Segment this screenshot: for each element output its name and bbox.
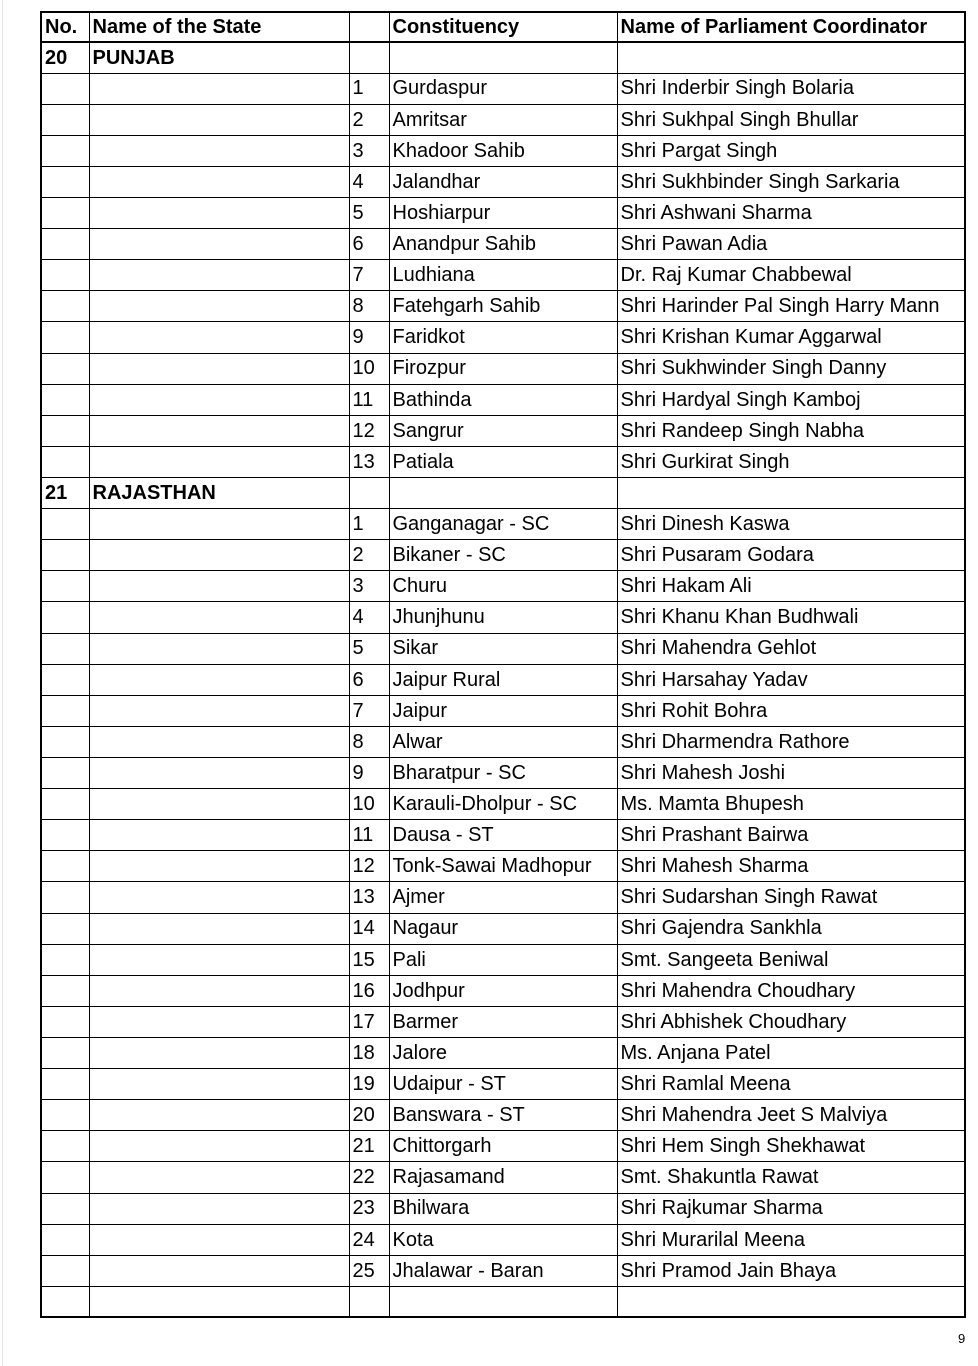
serial-number: 6 (349, 229, 389, 260)
serial-number: 12 (349, 851, 389, 882)
coordinator-name: Shri Krishan Kumar Aggarwal (617, 322, 965, 353)
coordinator-name: Shri Hem Singh Shekhawat (617, 1131, 965, 1162)
constituency-name: Bhilwara (389, 1193, 617, 1224)
constituency-row (41, 1038, 965, 1069)
coordinator-name: Shri Ashwani Sharma (617, 198, 965, 229)
empty-cell (349, 1286, 389, 1317)
blank-row (41, 1286, 965, 1317)
empty-cell (41, 1224, 89, 1255)
constituency-row (41, 291, 965, 322)
coordinator-name: Shri Abhishek Choudhary (617, 1006, 965, 1037)
constituency-row (41, 602, 965, 633)
serial-number: 16 (349, 975, 389, 1006)
serial-number: 11 (349, 384, 389, 415)
page-number: 9 (958, 1331, 966, 1346)
constituency-row (41, 851, 965, 882)
constituency-row (41, 913, 965, 944)
empty-cell (89, 1006, 349, 1037)
serial-number: 8 (349, 726, 389, 757)
empty-cell (89, 571, 349, 602)
blank-row-group (41, 1286, 965, 1317)
serial-number: 17 (349, 1006, 389, 1037)
empty-cell (41, 104, 89, 135)
constituency-row (41, 1255, 965, 1286)
empty-cell (41, 1069, 89, 1100)
empty-cell (89, 975, 349, 1006)
serial-number: 5 (349, 198, 389, 229)
constituency-name: Tonk-Sawai Madhopur (389, 851, 617, 882)
state-row (41, 478, 965, 509)
coordinator-name: Shri Gajendra Sankhla (617, 913, 965, 944)
constituency-name: Alwar (389, 726, 617, 757)
empty-cell (41, 913, 89, 944)
empty-cell (41, 789, 89, 820)
empty-cell (41, 1193, 89, 1224)
constituency-row (41, 664, 965, 695)
coordinator-name: Shri Murarilal Meena (617, 1224, 965, 1255)
empty-cell (89, 446, 349, 477)
coordinator-name: Shri Sudarshan Singh Rawat (617, 882, 965, 913)
coordinator-name: Shri Pramod Jain Bhaya (617, 1255, 965, 1286)
empty-cell (41, 1255, 89, 1286)
serial-number: 11 (349, 820, 389, 851)
coordinator-name: Shri Dharmendra Rathore (617, 726, 965, 757)
constituency-row (41, 1131, 965, 1162)
empty-cell (41, 322, 89, 353)
coordinator-name: Shri Sukhbinder Singh Sarkaria (617, 166, 965, 197)
empty-cell (41, 1131, 89, 1162)
serial-number: 23 (349, 1193, 389, 1224)
empty-cell (89, 1038, 349, 1069)
serial-number: 1 (349, 73, 389, 104)
empty-cell (89, 820, 349, 851)
serial-number: 22 (349, 1162, 389, 1193)
serial-number: 4 (349, 166, 389, 197)
serial-number: 19 (349, 1069, 389, 1100)
coordinator-name: Shri Mahendra Jeet S Malviya (617, 1100, 965, 1131)
constituency-row (41, 446, 965, 477)
empty-cell (41, 882, 89, 913)
coordinator-name: Shri Harinder Pal Singh Harry Mann (617, 291, 965, 322)
empty-cell (617, 1286, 965, 1317)
constituency-name: Jhunjhunu (389, 602, 617, 633)
constituency-row (41, 415, 965, 446)
constituency-name: Ludhiana (389, 260, 617, 291)
serial-number: 18 (349, 1038, 389, 1069)
serial-number: 4 (349, 602, 389, 633)
empty-cell (89, 229, 349, 260)
empty-cell (89, 758, 349, 789)
coordinator-name: Shri Hardyal Singh Kamboj (617, 384, 965, 415)
empty-cell (41, 1286, 89, 1317)
empty-cell (41, 664, 89, 695)
empty-cell (617, 42, 965, 73)
empty-cell (89, 695, 349, 726)
constituency-row (41, 726, 965, 757)
constituency-row (41, 198, 965, 229)
serial-number: 13 (349, 446, 389, 477)
constituency-name: Jhalawar - Baran (389, 1255, 617, 1286)
empty-cell (41, 509, 89, 540)
empty-cell (41, 695, 89, 726)
empty-cell (89, 1131, 349, 1162)
empty-cell (41, 1162, 89, 1193)
constituency-row (41, 353, 965, 384)
empty-cell (41, 384, 89, 415)
constituency-name: Khadoor Sahib (389, 135, 617, 166)
constituency-name: Pali (389, 944, 617, 975)
constituency-name: Jaipur Rural (389, 664, 617, 695)
constituency-name: Nagaur (389, 913, 617, 944)
empty-cell (89, 851, 349, 882)
serial-number: 9 (349, 758, 389, 789)
empty-cell (41, 291, 89, 322)
constituency-row (41, 975, 965, 1006)
empty-cell (41, 975, 89, 1006)
constituency-name: Karauli-Dholpur - SC (389, 789, 617, 820)
empty-cell (41, 260, 89, 291)
coordinator-name: Shri Ramlal Meena (617, 1069, 965, 1100)
empty-cell (89, 726, 349, 757)
constituency-name: Jalandhar (389, 166, 617, 197)
header-row (41, 12, 965, 42)
empty-cell (89, 1193, 349, 1224)
empty-cell (41, 73, 89, 104)
serial-number: 13 (349, 882, 389, 913)
serial-number: 7 (349, 260, 389, 291)
empty-cell (41, 446, 89, 477)
constituency-row (41, 135, 965, 166)
constituency-row (41, 229, 965, 260)
empty-cell (41, 1100, 89, 1131)
empty-cell (89, 166, 349, 197)
serial-number: 20 (349, 1100, 389, 1131)
constituency-name: Jaipur (389, 695, 617, 726)
header-serial-blank (349, 12, 389, 42)
coordinator-name: Smt. Shakuntla Rawat (617, 1162, 965, 1193)
constituency-row (41, 166, 965, 197)
serial-number: 24 (349, 1224, 389, 1255)
serial-number: 2 (349, 540, 389, 571)
page-edge-line (2, 0, 3, 1366)
header-state: Name of the State (89, 12, 349, 42)
coordinator-name: Shri Prashant Bairwa (617, 820, 965, 851)
constituency-name: Jodhpur (389, 975, 617, 1006)
coordinator-name: Smt. Sangeeta Beniwal (617, 944, 965, 975)
empty-cell (41, 540, 89, 571)
coordinator-name: Shri Khanu Khan Budhwali (617, 602, 965, 633)
serial-number: 2 (349, 104, 389, 135)
coordinator-name: Ms. Anjana Patel (617, 1038, 965, 1069)
empty-cell (389, 42, 617, 73)
serial-number: 10 (349, 353, 389, 384)
empty-cell (41, 1038, 89, 1069)
coordinator-name: Shri Mahendra Gehlot (617, 633, 965, 664)
empty-cell (89, 135, 349, 166)
constituency-name: Kota (389, 1224, 617, 1255)
empty-cell (89, 789, 349, 820)
empty-cell (41, 571, 89, 602)
constituency-row (41, 1069, 965, 1100)
empty-cell (41, 820, 89, 851)
empty-cell (41, 633, 89, 664)
empty-cell (41, 135, 89, 166)
serial-number: 5 (349, 633, 389, 664)
empty-cell (41, 758, 89, 789)
constituency-row (41, 944, 965, 975)
coordinator-name: Shri Harsahay Yadav (617, 664, 965, 695)
constituency-name: Gurdaspur (389, 73, 617, 104)
empty-cell (89, 633, 349, 664)
constituency-name: Fatehgarh Sahib (389, 291, 617, 322)
serial-number: 15 (349, 944, 389, 975)
constituency-row (41, 104, 965, 135)
empty-cell (617, 478, 965, 509)
state-number: 21 (41, 478, 89, 509)
coordinator-name: Shri Pargat Singh (617, 135, 965, 166)
empty-cell (89, 1286, 349, 1317)
serial-number: 25 (349, 1255, 389, 1286)
empty-cell (89, 322, 349, 353)
serial-number: 7 (349, 695, 389, 726)
constituency-name: Sangrur (389, 415, 617, 446)
empty-cell (89, 198, 349, 229)
empty-cell (41, 166, 89, 197)
constituency-name: Sikar (389, 633, 617, 664)
empty-cell (89, 291, 349, 322)
empty-cell (41, 353, 89, 384)
coordinator-name: Shri Rajkumar Sharma (617, 1193, 965, 1224)
coordinator-name: Shri Mahesh Sharma (617, 851, 965, 882)
constituency-row (41, 571, 965, 602)
coordinator-name: Shri Mahesh Joshi (617, 758, 965, 789)
empty-cell (89, 540, 349, 571)
empty-cell (41, 229, 89, 260)
empty-cell (89, 1224, 349, 1255)
empty-cell (41, 415, 89, 446)
constituency-row (41, 1100, 965, 1131)
coordinator-name: Shri Sukhwinder Singh Danny (617, 353, 965, 384)
constituency-name: Bharatpur - SC (389, 758, 617, 789)
empty-cell (349, 42, 389, 73)
constituency-row (41, 882, 965, 913)
constituency-name: Amritsar (389, 104, 617, 135)
constituency-row (41, 509, 965, 540)
constituency-name: Hoshiarpur (389, 198, 617, 229)
empty-cell (89, 415, 349, 446)
empty-cell (41, 851, 89, 882)
serial-number: 12 (349, 415, 389, 446)
serial-number: 1 (349, 509, 389, 540)
coordinator-name: Shri Rohit Bohra (617, 695, 965, 726)
constituency-name: Faridkot (389, 322, 617, 353)
empty-cell (89, 913, 349, 944)
table-body (41, 42, 965, 1286)
header-no: No. (41, 12, 89, 42)
coordinator-name: Shri Inderbir Singh Bolaria (617, 73, 965, 104)
serial-number: 3 (349, 135, 389, 166)
serial-number: 10 (349, 789, 389, 820)
coordinator-name: Shri Hakam Ali (617, 571, 965, 602)
coordinator-name: Shri Mahendra Choudhary (617, 975, 965, 1006)
constituency-row (41, 1224, 965, 1255)
constituency-name: Udaipur - ST (389, 1069, 617, 1100)
coordinator-name: Dr. Raj Kumar Chabbewal (617, 260, 965, 291)
serial-number: 3 (349, 571, 389, 602)
constituency-name: Ajmer (389, 882, 617, 913)
constituency-name: Bikaner - SC (389, 540, 617, 571)
header-coordinator: Name of Parliament Coordinator (617, 12, 965, 42)
constituency-row (41, 820, 965, 851)
empty-cell (89, 1069, 349, 1100)
state-row (41, 42, 965, 73)
empty-cell (41, 198, 89, 229)
empty-cell (89, 1100, 349, 1131)
constituency-row (41, 540, 965, 571)
empty-cell (89, 1255, 349, 1286)
serial-number: 9 (349, 322, 389, 353)
serial-number: 21 (349, 1131, 389, 1162)
header-constituency: Constituency (389, 12, 617, 42)
serial-number: 8 (349, 291, 389, 322)
constituency-row (41, 1006, 965, 1037)
state-number: 20 (41, 42, 89, 73)
empty-cell (89, 353, 349, 384)
empty-cell (349, 478, 389, 509)
coordinator-name: Shri Randeep Singh Nabha (617, 415, 965, 446)
constituency-row (41, 260, 965, 291)
constituency-row (41, 695, 965, 726)
coordinator-name: Shri Pusaram Godara (617, 540, 965, 571)
empty-cell (89, 509, 349, 540)
constituency-row (41, 789, 965, 820)
constituency-row (41, 384, 965, 415)
constituency-name: Bathinda (389, 384, 617, 415)
constituency-name: Chittorgarh (389, 1131, 617, 1162)
serial-number: 6 (349, 664, 389, 695)
empty-cell (389, 1286, 617, 1317)
constituency-name: Barmer (389, 1006, 617, 1037)
empty-cell (41, 726, 89, 757)
empty-cell (89, 882, 349, 913)
empty-cell (389, 478, 617, 509)
constituency-name: Churu (389, 571, 617, 602)
empty-cell (89, 104, 349, 135)
coordinator-name: Shri Dinesh Kaswa (617, 509, 965, 540)
state-name: PUNJAB (89, 42, 349, 73)
constituency-row (41, 1193, 965, 1224)
constituency-name: Jalore (389, 1038, 617, 1069)
constituency-row (41, 633, 965, 664)
empty-cell (41, 602, 89, 633)
serial-number: 14 (349, 913, 389, 944)
coordinator-name: Shri Pawan Adia (617, 229, 965, 260)
empty-cell (41, 1006, 89, 1037)
empty-cell (89, 664, 349, 695)
constituency-row (41, 73, 965, 104)
coordinator-name: Ms. Mamta Bhupesh (617, 789, 965, 820)
empty-cell (41, 944, 89, 975)
constituency-row (41, 322, 965, 353)
constituency-name: Rajasamand (389, 1162, 617, 1193)
empty-cell (89, 602, 349, 633)
state-name: RAJASTHAN (89, 478, 349, 509)
constituency-name: Ganganagar - SC (389, 509, 617, 540)
constituency-row (41, 1162, 965, 1193)
constituency-name: Patiala (389, 446, 617, 477)
empty-cell (89, 944, 349, 975)
coordinator-name: Shri Gurkirat Singh (617, 446, 965, 477)
constituency-name: Banswara - ST (389, 1100, 617, 1131)
coordinator-table (40, 11, 966, 1318)
empty-cell (89, 73, 349, 104)
constituency-name: Firozpur (389, 353, 617, 384)
constituency-name: Anandpur Sahib (389, 229, 617, 260)
constituency-name: Dausa - ST (389, 820, 617, 851)
empty-cell (89, 1162, 349, 1193)
empty-cell (89, 260, 349, 291)
constituency-row (41, 758, 965, 789)
empty-cell (89, 384, 349, 415)
coordinator-name: Shri Sukhpal Singh Bhullar (617, 104, 965, 135)
